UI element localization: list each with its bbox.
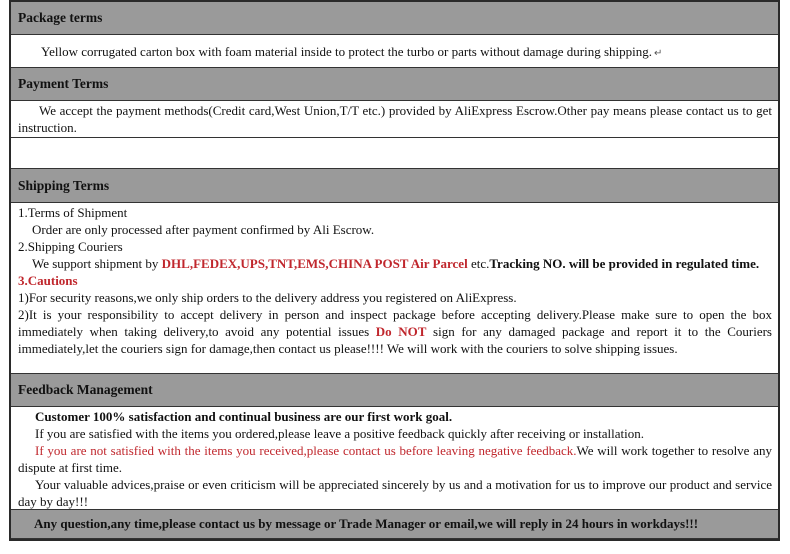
feedback-dispute <box>18 442 772 476</box>
caution-2-do-not: Do NOT <box>375 324 427 339</box>
shipping-couriers-text <box>18 255 772 272</box>
feedback-body <box>11 407 778 509</box>
couriers-intro: We support shipment by <box>32 256 162 271</box>
caution-2 <box>18 306 772 357</box>
paragraph-mark-icon: ↵ <box>654 48 663 59</box>
payment-terms-body <box>11 101 778 137</box>
shipping-terms-title: Shipping Terms <box>18 177 110 193</box>
shipping-couriers-title: 2.Shipping Couriers <box>18 239 123 254</box>
package-terms-title: Package terms <box>18 10 103 25</box>
empty-row <box>11 137 778 168</box>
payment-terms-title: Payment Terms <box>18 76 109 91</box>
shipment-terms-text: Order are only processed after payment confirmed by Ali Escrow. <box>32 222 375 237</box>
feedback-negative-warning: If you are not satisfied with the items you received,please contact us before leaving negative feedback. <box>35 443 577 458</box>
feedback-header <box>11 373 778 407</box>
payment-terms-text: We accept the payment methods(Credit card,West Union,T/T etc.) provided by AliExpress Escrow.Other pay means please contact us to get instruction. <box>18 103 772 135</box>
feedback-title: Feedback Management <box>18 382 153 397</box>
terms-table <box>9 0 780 541</box>
cautions-title: 3.Cautions <box>18 273 78 288</box>
contact-footer-text: Any question,any time,please contact us by message or Trade Manager or email,we will reply in 24 hours in workdays!!! <box>34 516 699 531</box>
shipping-terms-header <box>11 168 778 203</box>
feedback-resolve: We will work together to resolve any dispute at first time. <box>18 443 772 475</box>
couriers-etc: etc. <box>467 256 490 271</box>
feedback-advices: Your valuable advices,praise or even criticism will be appreciated sincerely by us and a motivation for us to improve our product and service day by day!!! <box>18 477 772 509</box>
package-terms-text: Yellow corrugated carton box with foam material inside to protect the turbo or parts without damage during shipping. <box>41 44 652 59</box>
caution-2-part-a: 2)It is your responsibility to accept delivery in person and inspect package before accepting delivery.Please make sure to open the box immediately when taking delivery,to avoid any potential issues <box>18 307 772 339</box>
package-terms-header <box>11 2 778 35</box>
payment-terms-header <box>11 67 778 101</box>
couriers-list: DHL,FEDEX,UPS,TNT,EMS,CHINA POST Air Parcel <box>161 256 468 271</box>
feedback-goal: Customer 100% satisfaction and continual business are our first work goal. <box>35 409 453 424</box>
contact-footer <box>11 509 778 539</box>
shipment-terms-title: 1.Terms of Shipment <box>18 205 128 220</box>
shipping-terms-body <box>11 203 778 373</box>
tracking-note: Tracking NO. will be provided in regulated time. <box>489 256 760 271</box>
caution-1: 1)For security reasons,we only ship orders to the delivery address you registered on AliExpress. <box>18 290 517 305</box>
caution-2-part-b: sign for any damaged package and report it to the Couriers immediately,let the couriers sign for damage,then contact us please!!!! We will work with the couriers to solve shipping issues. <box>18 324 772 356</box>
feedback-positive: If you are satisfied with the items you ordered,please leave a positive feedback quickly after receiving or installation. <box>35 426 644 441</box>
package-terms-body <box>11 35 778 67</box>
